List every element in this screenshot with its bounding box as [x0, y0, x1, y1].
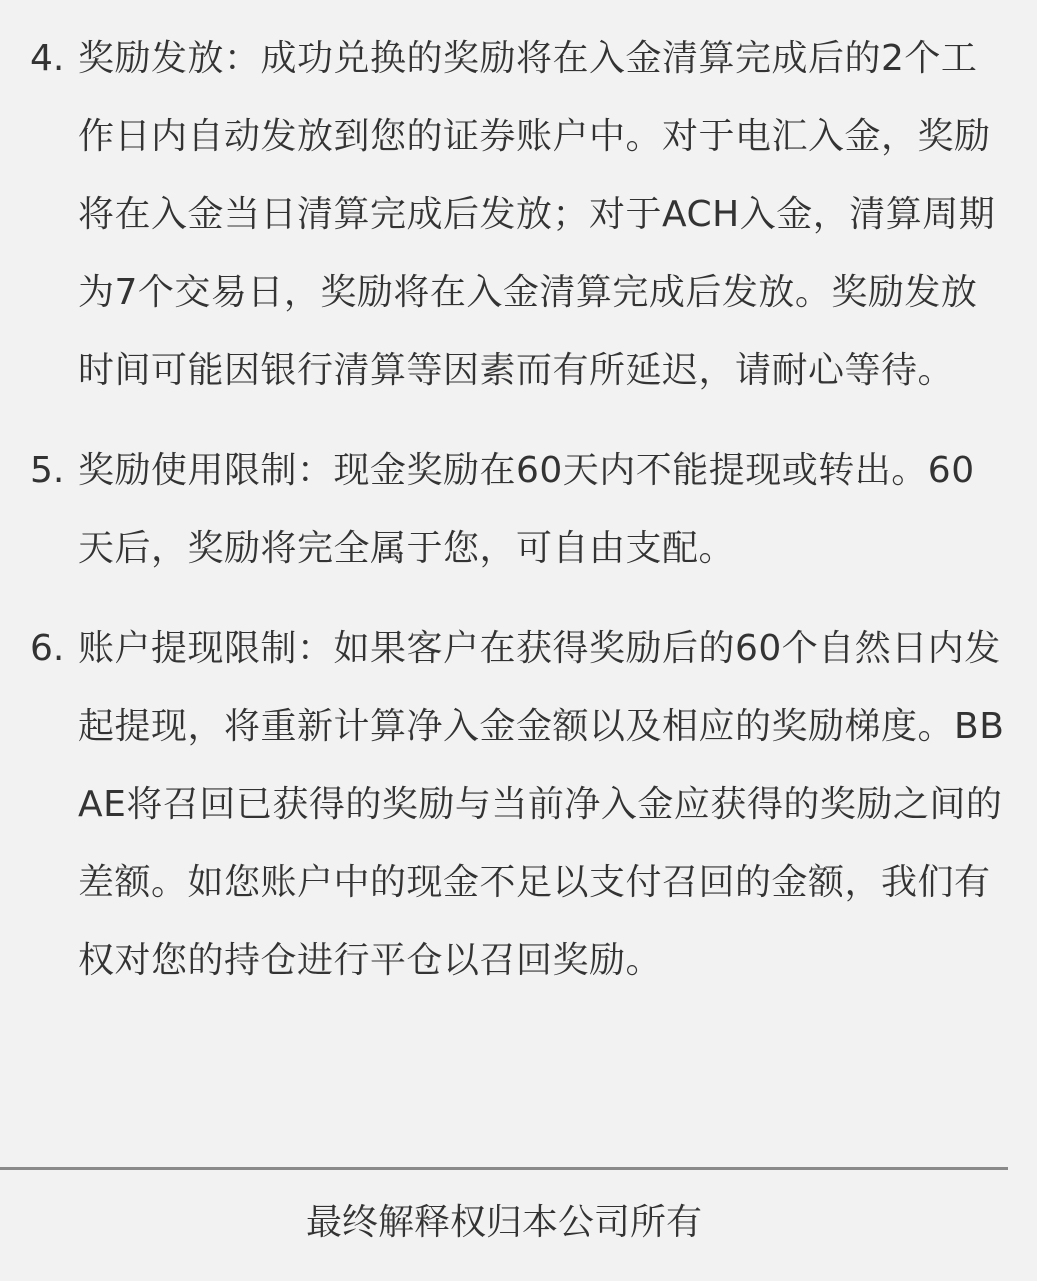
term-number: 6.: [30, 628, 65, 669]
term-text: 奖励发放：成功兑换的奖励将在入金清算完成后的2个工作日内自动发放到您的证券账户中。对于电汇入金，奖励将在入金当日清算完成后发放；对于ACH入金，清算周期为7个交易日，奖励将在入金清算完成后发放。奖励发放时间可能因银行清算等因素而有所延迟，请耐心等待。: [78, 38, 996, 391]
term-text: 账户提现限制：如果客户在获得奖励后的60个自然日内发起提现，将重新计算净入金金额以及相应的奖励梯度。BBAE将召回已获得的奖励与当前净入金应获得的奖励之间的差额。如您账户中的现金不足以支付召回的金额，我们有权对您的持仓进行平仓以召回奖励。: [78, 628, 1005, 981]
term-item-6: [30, 610, 1005, 1000]
term-item-4: [30, 20, 1005, 410]
footer-disclaimer: 最终解释权归本公司所有: [305, 1202, 702, 1243]
term-item-5: [30, 432, 1005, 588]
term-text: 奖励使用限制：现金奖励在60天内不能提现或转出。60天后，奖励将完全属于您，可自由支配。: [78, 450, 975, 569]
terms-list: [30, 20, 1005, 1022]
term-number: 5.: [30, 450, 65, 491]
footer-divider: [0, 1167, 1008, 1170]
term-number: 4.: [30, 38, 65, 79]
